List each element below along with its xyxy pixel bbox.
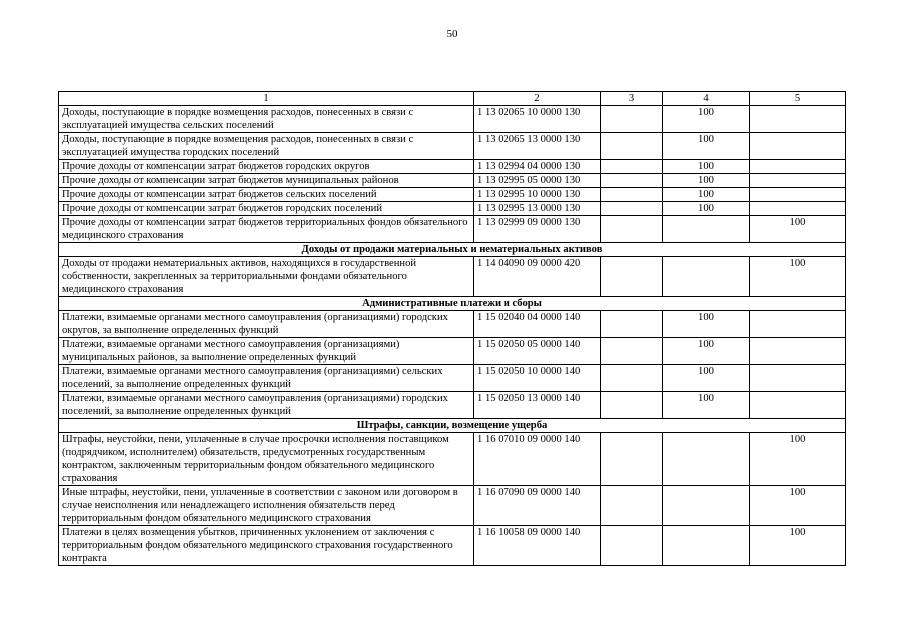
column-4-cell — [663, 486, 750, 526]
column-3-cell — [601, 526, 663, 566]
column-4-cell: 100 — [663, 365, 750, 392]
column-5-cell: 100 — [750, 526, 846, 566]
table-row — [59, 433, 846, 486]
budget-code-cell: 1 15 02040 04 0000 140 — [474, 311, 601, 338]
column-3-cell — [601, 160, 663, 174]
column-header-1: 1 — [59, 92, 474, 106]
section-header-row — [59, 243, 846, 257]
column-5-cell — [750, 174, 846, 188]
column-3-cell — [601, 338, 663, 365]
column-4-cell: 100 — [663, 106, 750, 133]
column-4-cell: 100 — [663, 160, 750, 174]
column-3-cell — [601, 486, 663, 526]
budget-code-cell: 1 13 02995 13 0000 130 — [474, 202, 601, 216]
income-name-cell: Иные штрафы, неустойки, пени, уплаченные в соответствии с законом или договором в случае неисполнения или ненадлежащего исполнения обязательств перед территориальным фондом обязательного медицинского страхования — [59, 486, 474, 526]
section-header-row — [59, 297, 846, 311]
column-header-5: 5 — [750, 92, 846, 106]
income-name-cell: Платежи, взимаемые органами местного самоуправления (организациями) муниципальных районов, за выполнение определенных функций — [59, 338, 474, 365]
income-name-cell: Доходы, поступающие в порядке возмещения расходов, понесенных в связи с эксплуатацией имущества сельских поселений — [59, 106, 474, 133]
budget-code-cell: 1 13 02999 09 0000 130 — [474, 216, 601, 243]
column-5-cell — [750, 365, 846, 392]
column-5-cell — [750, 338, 846, 365]
table-row — [59, 365, 846, 392]
income-name-cell: Прочие доходы от компенсации затрат бюджетов городских поселений — [59, 202, 474, 216]
column-5-cell — [750, 311, 846, 338]
page-number: 50 — [446, 28, 458, 40]
column-4-cell: 100 — [663, 174, 750, 188]
budget-code-cell: 1 13 02065 10 0000 130 — [474, 106, 601, 133]
column-3-cell — [601, 257, 663, 297]
column-4-cell: 100 — [663, 338, 750, 365]
table-row — [59, 257, 846, 297]
income-name-cell: Платежи в целях возмещения убытков, причиненных уклонением от заключения с территориальным фондом обязательного медицинского страхования государственного контракта — [59, 526, 474, 566]
income-name-cell: Платежи, взимаемые органами местного самоуправления (организациями) сельских поселений, за выполнение определенных функций — [59, 365, 474, 392]
column-3-cell — [601, 216, 663, 243]
column-5-cell — [750, 106, 846, 133]
table-header-row — [59, 92, 846, 106]
table-row — [59, 160, 846, 174]
column-3-cell — [601, 202, 663, 216]
income-name-cell: Платежи, взимаемые органами местного самоуправления (организациями) городских поселений, за выполнение определенных функций — [59, 392, 474, 419]
column-5-cell — [750, 392, 846, 419]
income-name-cell: Прочие доходы от компенсации затрат бюджетов муниципальных районов — [59, 174, 474, 188]
column-5-cell — [750, 202, 846, 216]
table-row — [59, 338, 846, 365]
column-5-cell — [750, 188, 846, 202]
table-row — [59, 311, 846, 338]
table-row — [59, 174, 846, 188]
table-row — [59, 133, 846, 160]
section-title: Штрафы, санкции, возмещение ущерба — [59, 419, 846, 433]
table-row — [59, 486, 846, 526]
income-name-cell: Доходы от продажи нематериальных активов, находящихся в государственной собственности, закрепленных за территориальными фондами обязательного медицинского страхования — [59, 257, 474, 297]
column-4-cell: 100 — [663, 133, 750, 160]
column-4-cell: 100 — [663, 202, 750, 216]
column-5-cell: 100 — [750, 486, 846, 526]
column-3-cell — [601, 133, 663, 160]
table-row — [59, 526, 846, 566]
budget-code-cell: 1 16 07010 09 0000 140 — [474, 433, 601, 486]
column-5-cell: 100 — [750, 257, 846, 297]
column-5-cell — [750, 133, 846, 160]
column-3-cell — [601, 433, 663, 486]
table-row — [59, 216, 846, 243]
income-name-cell: Доходы, поступающие в порядке возмещения расходов, понесенных в связи с эксплуатацией имущества городских поселений — [59, 133, 474, 160]
income-name-cell: Платежи, взимаемые органами местного самоуправления (организациями) городских округов, за выполнение определенных функций — [59, 311, 474, 338]
budget-code-cell: 1 15 02050 10 0000 140 — [474, 365, 601, 392]
column-4-cell — [663, 257, 750, 297]
budget-code-cell: 1 13 02994 04 0000 130 — [474, 160, 601, 174]
table-row — [59, 202, 846, 216]
income-name-cell: Прочие доходы от компенсации затрат бюджетов сельских поселений — [59, 188, 474, 202]
column-header-2: 2 — [474, 92, 601, 106]
income-name-cell: Штрафы, неустойки, пени, уплаченные в случае просрочки исполнения поставщиком (подрядчиком, исполнителем) обязательств, предусмотренных государственным контрактом, заключенным территориальным фондом обязательного медицинского страхования — [59, 433, 474, 486]
column-3-cell — [601, 106, 663, 133]
budget-code-cell: 1 13 02995 10 0000 130 — [474, 188, 601, 202]
column-5-cell: 100 — [750, 433, 846, 486]
column-header-3: 3 — [601, 92, 663, 106]
column-3-cell — [601, 392, 663, 419]
column-4-cell: 100 — [663, 392, 750, 419]
column-3-cell — [601, 188, 663, 202]
table-row — [59, 106, 846, 133]
income-name-cell: Прочие доходы от компенсации затрат бюджетов территориальных фондов обязательного медицинского страхования — [59, 216, 474, 243]
income-name-cell: Прочие доходы от компенсации затрат бюджетов городских округов — [59, 160, 474, 174]
column-4-cell — [663, 526, 750, 566]
budget-code-cell: 1 15 02050 13 0000 140 — [474, 392, 601, 419]
budget-code-cell: 1 15 02050 05 0000 140 — [474, 338, 601, 365]
column-3-cell — [601, 311, 663, 338]
budget-code-cell: 1 14 04090 09 0000 420 — [474, 257, 601, 297]
column-header-4: 4 — [663, 92, 750, 106]
table-row — [59, 392, 846, 419]
column-3-cell — [601, 174, 663, 188]
section-header-row — [59, 419, 846, 433]
table-row — [59, 188, 846, 202]
budget-code-cell: 1 16 10058 09 0000 140 — [474, 526, 601, 566]
column-4-cell: 100 — [663, 188, 750, 202]
column-4-cell — [663, 216, 750, 243]
budget-code-cell: 1 13 02065 13 0000 130 — [474, 133, 601, 160]
column-5-cell — [750, 160, 846, 174]
budget-code-cell: 1 13 02995 05 0000 130 — [474, 174, 601, 188]
column-5-cell: 100 — [750, 216, 846, 243]
column-3-cell — [601, 365, 663, 392]
section-title: Доходы от продажи материальных и нематериальных активов — [59, 243, 846, 257]
section-title: Административные платежи и сборы — [59, 297, 846, 311]
column-4-cell: 100 — [663, 311, 750, 338]
budget-code-cell: 1 16 07090 09 0000 140 — [474, 486, 601, 526]
column-4-cell — [663, 433, 750, 486]
budget-table — [58, 91, 846, 566]
